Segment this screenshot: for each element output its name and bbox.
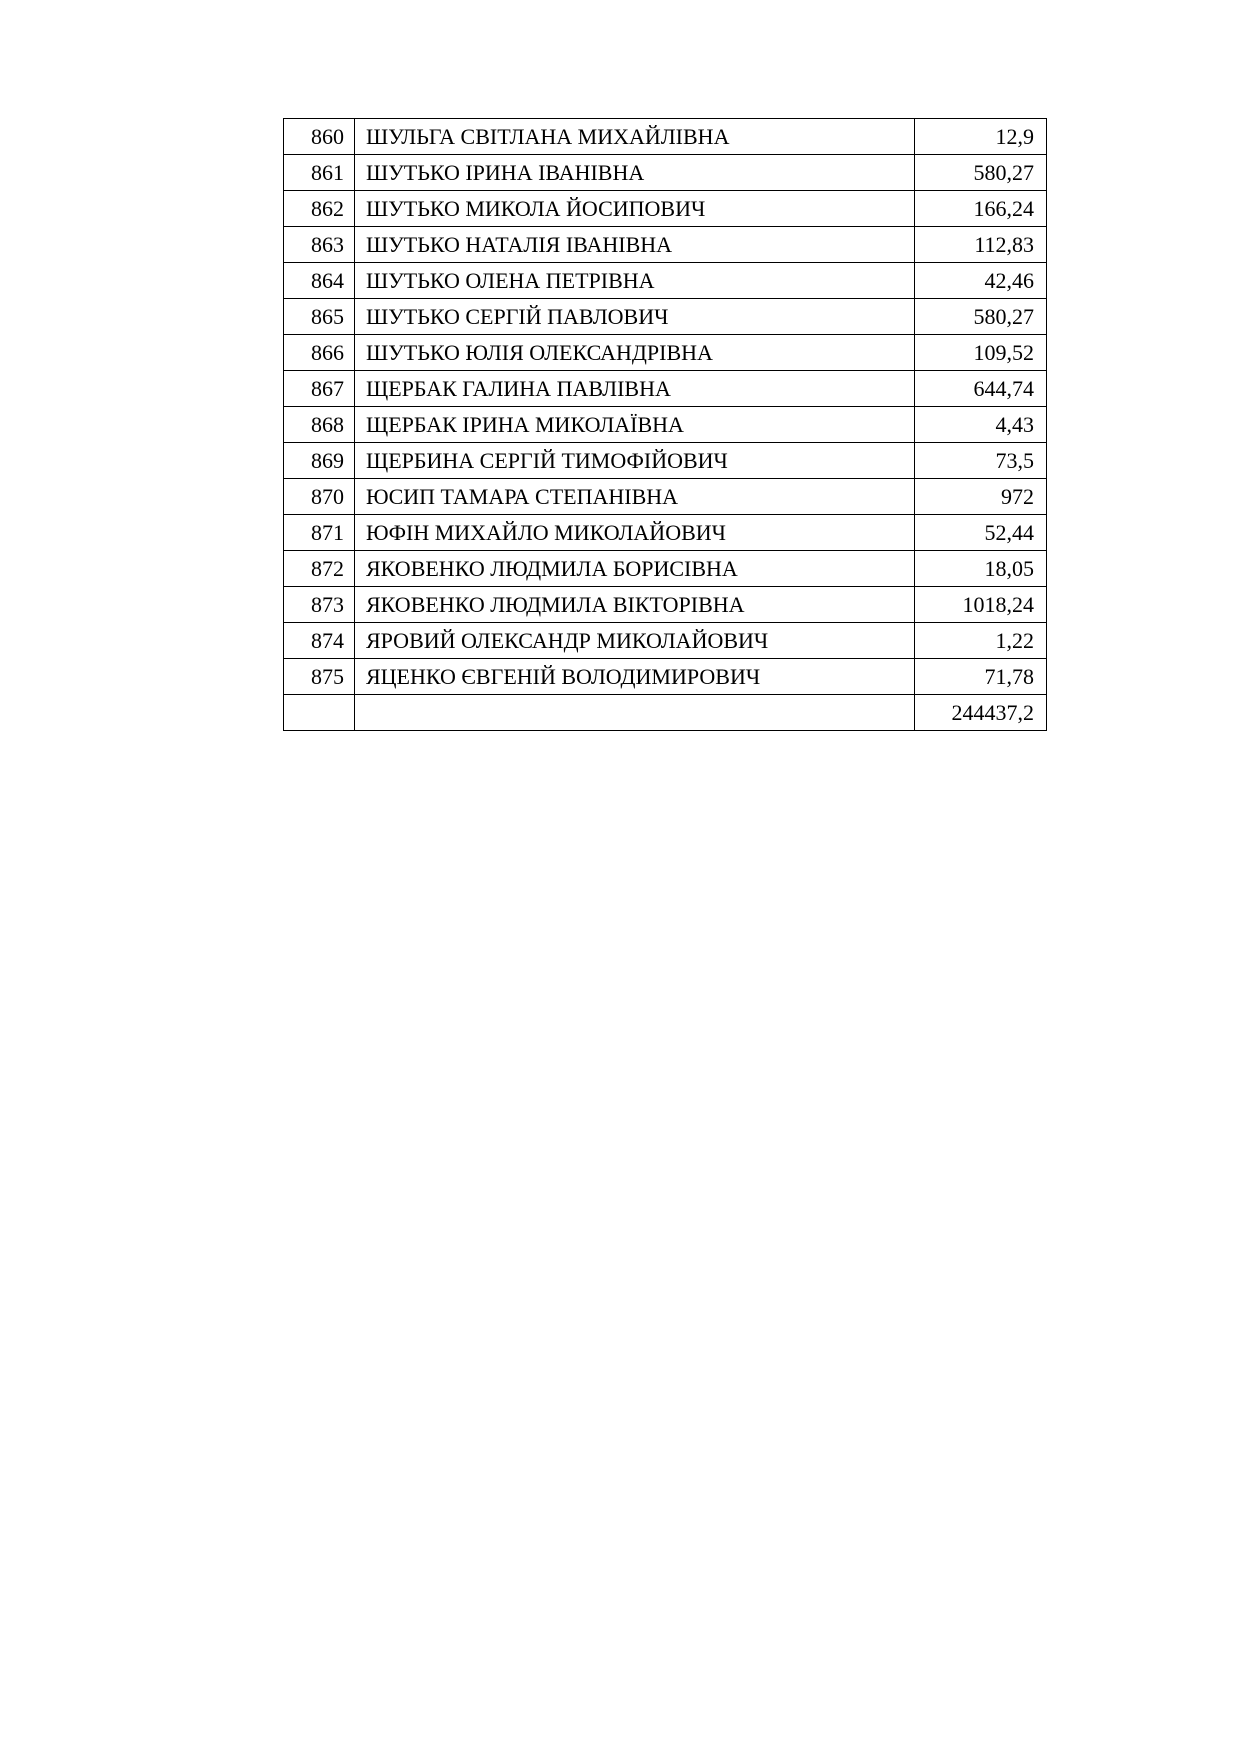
row-number: 864 xyxy=(284,263,355,299)
total-label-cell xyxy=(355,695,915,731)
amount-value: 972 xyxy=(915,479,1047,515)
amount-value: 644,74 xyxy=(915,371,1047,407)
person-name: ЯРОВИЙ ОЛЕКСАНДР МИКОЛАЙОВИЧ xyxy=(355,623,915,659)
person-name: ЯКОВЕНКО ЛЮДМИЛА ВІКТОРІВНА xyxy=(355,587,915,623)
person-name: ЯЦЕНКО ЄВГЕНІЙ ВОЛОДИМИРОВИЧ xyxy=(355,659,915,695)
table-row xyxy=(284,263,1047,299)
total-row xyxy=(284,695,1047,731)
amount-value: 166,24 xyxy=(915,191,1047,227)
total-amount: 244437,2 xyxy=(915,695,1047,731)
person-name: ШУЛЬГА СВІТЛАНА МИХАЙЛІВНА xyxy=(355,119,915,155)
row-number: 865 xyxy=(284,299,355,335)
person-name: ШУТЬКО МИКОЛА ЙОСИПОВИЧ xyxy=(355,191,915,227)
row-number: 875 xyxy=(284,659,355,695)
person-name: ЩЕРБАК ІРИНА МИКОЛАЇВНА xyxy=(355,407,915,443)
amount-value: 112,83 xyxy=(915,227,1047,263)
row-number: 867 xyxy=(284,371,355,407)
table-row xyxy=(284,119,1047,155)
amount-value: 12,9 xyxy=(915,119,1047,155)
table-row xyxy=(284,335,1047,371)
row-number: 862 xyxy=(284,191,355,227)
person-name: ЮСИП ТАМАРА СТЕПАНІВНА xyxy=(355,479,915,515)
amount-value: 52,44 xyxy=(915,515,1047,551)
person-name: ШУТЬКО СЕРГІЙ ПАВЛОВИЧ xyxy=(355,299,915,335)
row-number: 870 xyxy=(284,479,355,515)
amount-value: 109,52 xyxy=(915,335,1047,371)
ledger-table xyxy=(283,118,1047,731)
row-number: 872 xyxy=(284,551,355,587)
person-name: ЯКОВЕНКО ЛЮДМИЛА БОРИСІВНА xyxy=(355,551,915,587)
person-name: ШУТЬКО ОЛЕНА ПЕТРІВНА xyxy=(355,263,915,299)
person-name: ШУТЬКО ЮЛІЯ ОЛЕКСАНДРІВНА xyxy=(355,335,915,371)
amount-value: 18,05 xyxy=(915,551,1047,587)
table-row xyxy=(284,659,1047,695)
person-name: ЩЕРБИНА СЕРГІЙ ТИМОФІЙОВИЧ xyxy=(355,443,915,479)
row-number: 871 xyxy=(284,515,355,551)
person-name: ШУТЬКО НАТАЛІЯ ІВАНІВНА xyxy=(355,227,915,263)
row-number: 866 xyxy=(284,335,355,371)
table-row xyxy=(284,407,1047,443)
row-number: 869 xyxy=(284,443,355,479)
table-row xyxy=(284,515,1047,551)
person-name: ЩЕРБАК ГАЛИНА ПАВЛІВНА xyxy=(355,371,915,407)
table-row xyxy=(284,299,1047,335)
amount-value: 1,22 xyxy=(915,623,1047,659)
row-number: 860 xyxy=(284,119,355,155)
ledger-body xyxy=(284,119,1047,731)
row-number: 861 xyxy=(284,155,355,191)
amount-value: 580,27 xyxy=(915,155,1047,191)
table-row xyxy=(284,443,1047,479)
table-row xyxy=(284,551,1047,587)
table-row xyxy=(284,191,1047,227)
row-number: 874 xyxy=(284,623,355,659)
amount-value: 4,43 xyxy=(915,407,1047,443)
table-row xyxy=(284,227,1047,263)
table-row xyxy=(284,623,1047,659)
amount-value: 580,27 xyxy=(915,299,1047,335)
person-name: ЮФІН МИХАЙЛО МИКОЛАЙОВИЧ xyxy=(355,515,915,551)
row-number: 873 xyxy=(284,587,355,623)
person-name: ШУТЬКО ІРИНА ІВАНІВНА xyxy=(355,155,915,191)
total-number-cell xyxy=(284,695,355,731)
amount-value: 42,46 xyxy=(915,263,1047,299)
row-number: 863 xyxy=(284,227,355,263)
amount-value: 73,5 xyxy=(915,443,1047,479)
table-row xyxy=(284,371,1047,407)
row-number: 868 xyxy=(284,407,355,443)
table-row xyxy=(284,479,1047,515)
amount-value: 71,78 xyxy=(915,659,1047,695)
amount-value: 1018,24 xyxy=(915,587,1047,623)
table-row xyxy=(284,587,1047,623)
table-row xyxy=(284,155,1047,191)
